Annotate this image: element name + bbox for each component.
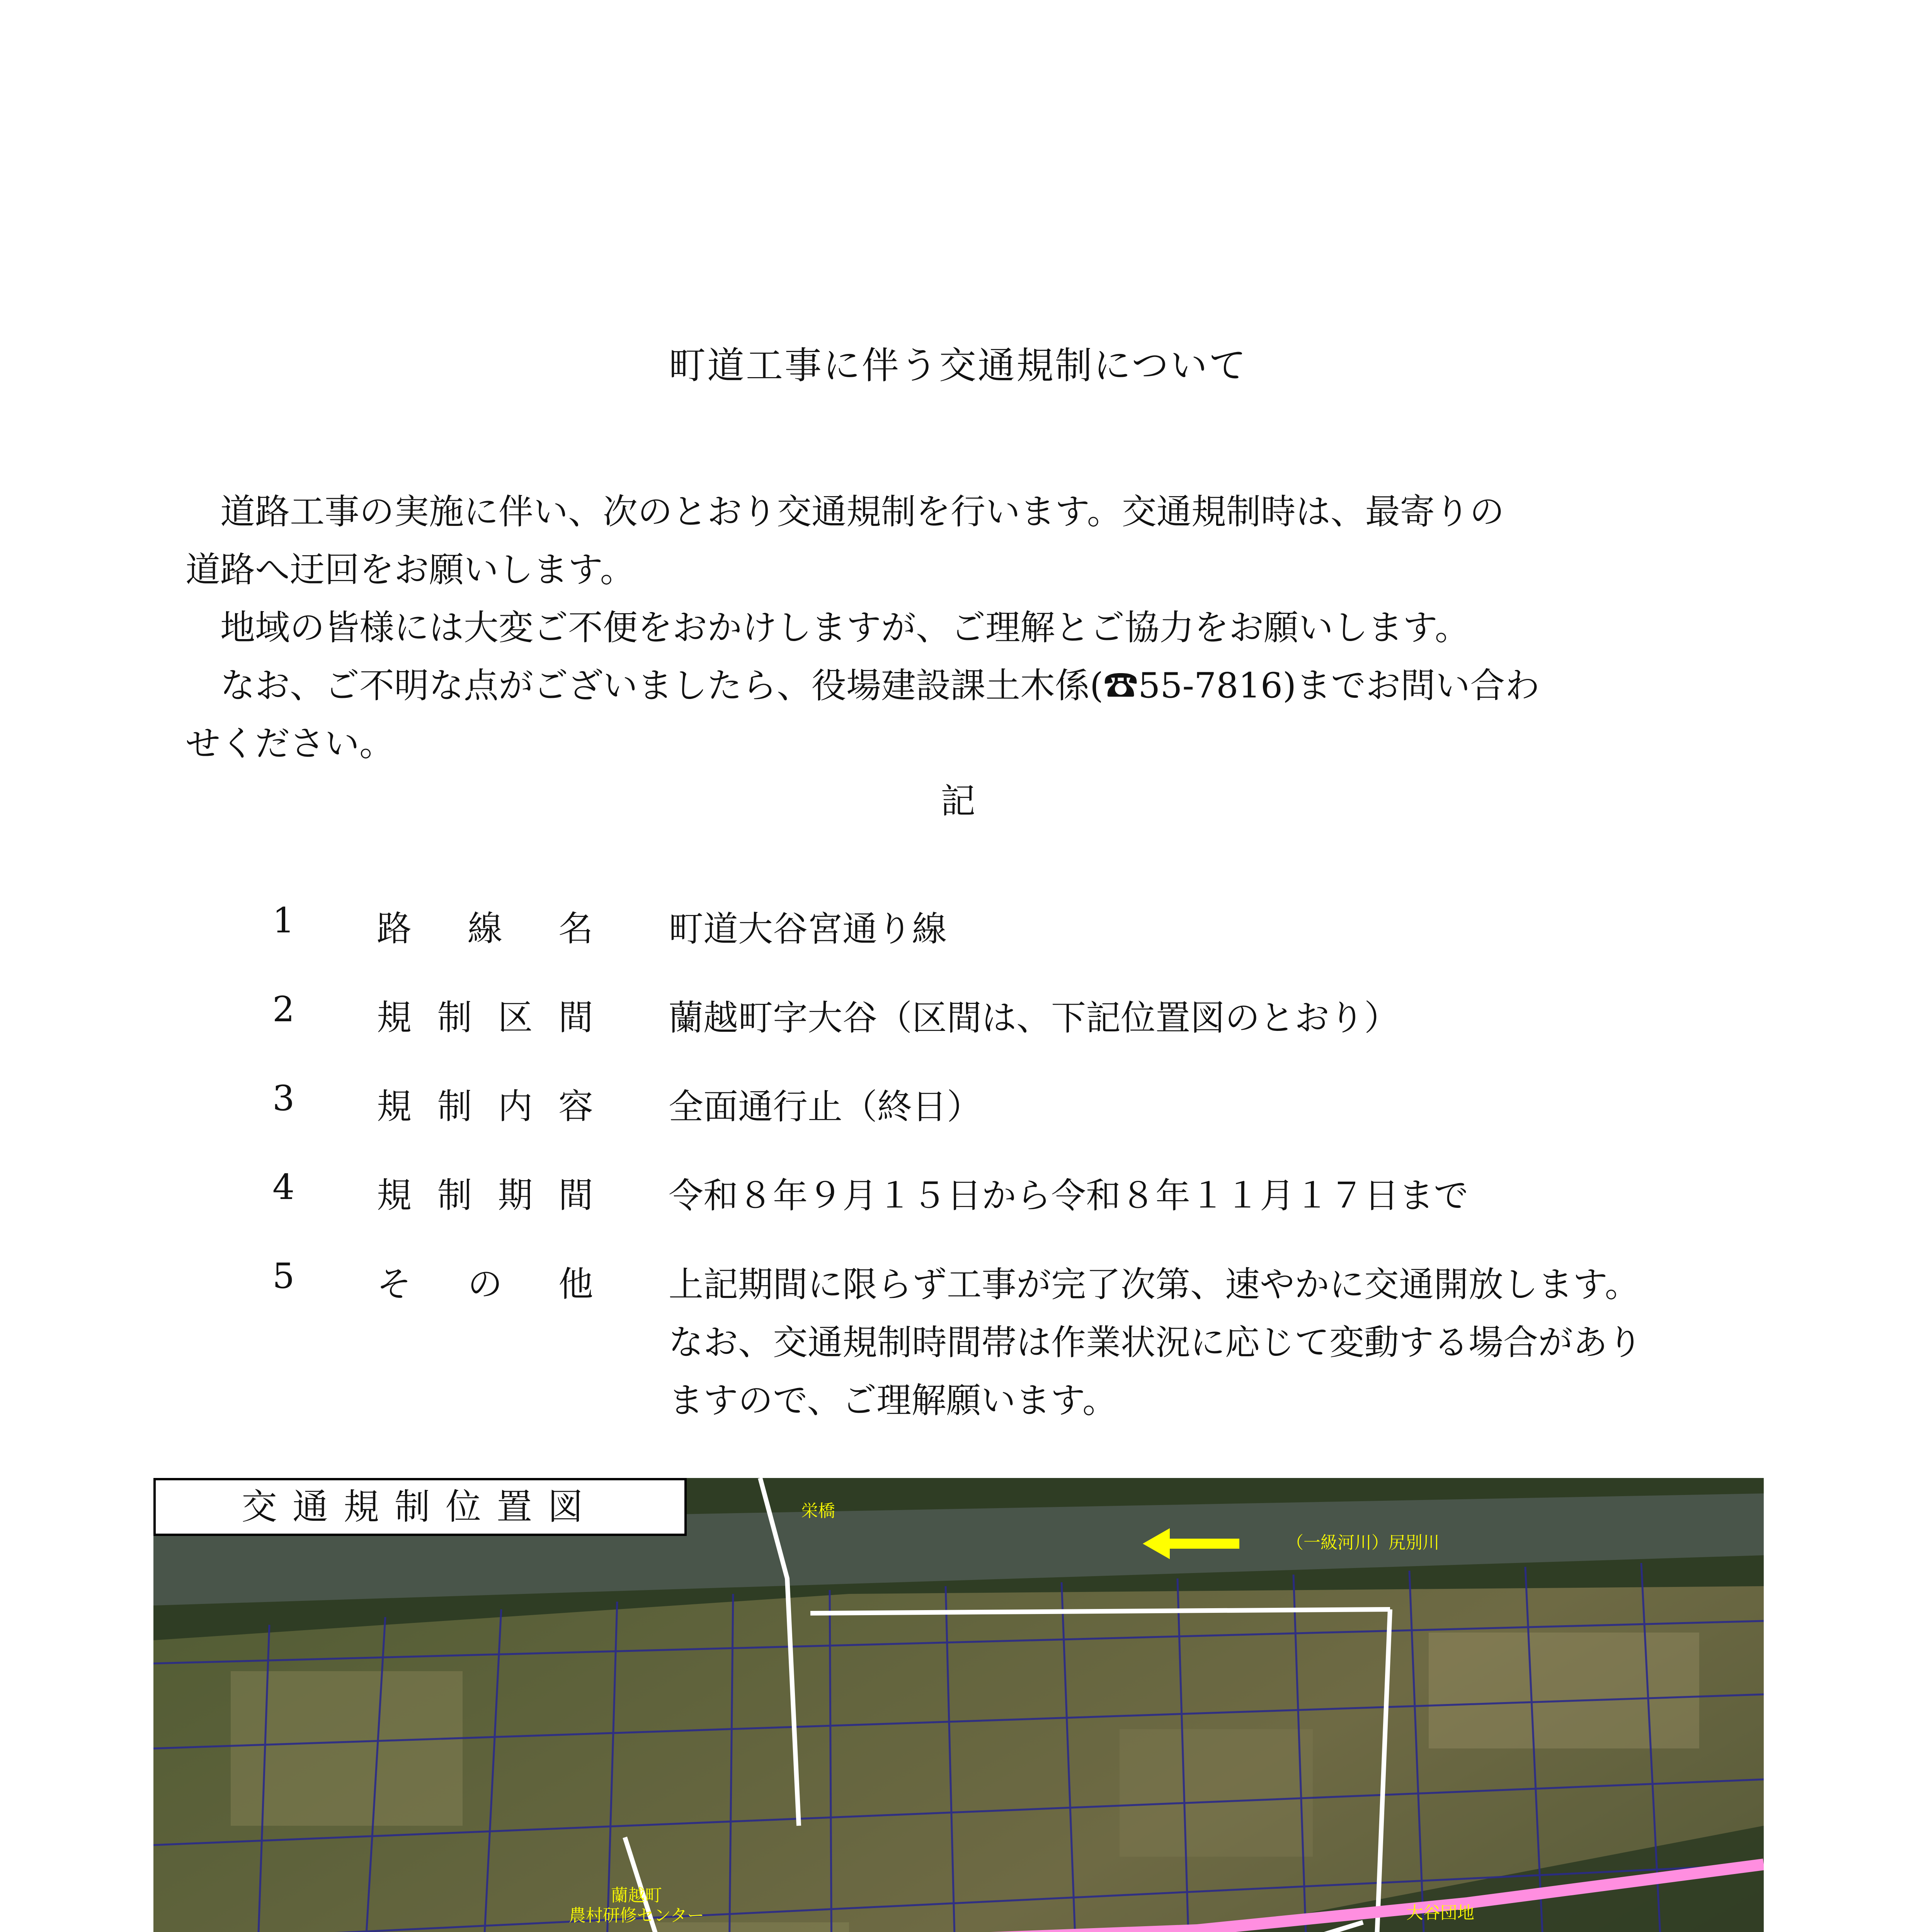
document-title: 町道工事に伴う交通規制について xyxy=(668,344,1248,387)
item-content xyxy=(0,1078,1916,1136)
paragraph-1a: 道路工事の実施に伴い、次のとおり交通規制を行います。交通規制時は、最寄りの xyxy=(220,492,1504,532)
label-char: 線 xyxy=(468,908,502,949)
item-section xyxy=(0,989,1916,1047)
label-char: 間 xyxy=(558,1175,593,1216)
sakae-bridge-label: 栄橋 xyxy=(801,1502,835,1520)
aerial-photo xyxy=(153,1478,1764,1932)
other-line-2: なお、交通規制時間帯は作業状況に応じて変動する場合があり xyxy=(669,1322,1642,1363)
label-char: 規 xyxy=(377,1175,412,1216)
label-char: 他 xyxy=(558,1264,593,1304)
item-number: 2 xyxy=(272,989,295,1030)
item-route-name xyxy=(0,900,1916,958)
paragraph-3b: せください。 xyxy=(185,723,394,764)
label-char: 制 xyxy=(437,997,472,1038)
item-other xyxy=(0,1256,1916,1430)
item-number: 1 xyxy=(272,900,295,941)
ki-heading: 記 xyxy=(941,781,975,821)
intro-text xyxy=(185,483,1731,773)
item-value xyxy=(669,1256,1789,1430)
item-number: 3 xyxy=(272,1078,295,1119)
label-char: 路 xyxy=(377,908,412,949)
item-number: 4 xyxy=(272,1167,295,1208)
label-char: 内 xyxy=(498,1086,533,1127)
item-label xyxy=(377,1167,593,1217)
item-number: 5 xyxy=(272,1256,295,1296)
training-center-line-2: 農村研修センター xyxy=(568,1906,704,1925)
training-center-label xyxy=(548,1886,725,1926)
label-char: 制 xyxy=(437,1086,472,1127)
location-map xyxy=(153,1478,1764,1932)
label-char: 規 xyxy=(377,997,412,1038)
item-label xyxy=(377,900,593,951)
paragraph-1b: 道路へ迂回をお願いします。 xyxy=(185,549,635,590)
label-char: 容 xyxy=(558,1086,593,1127)
label-char: 名 xyxy=(558,908,593,949)
item-value: 蘭越町字大谷（区間は、下記位置図のとおり） xyxy=(669,998,1399,1038)
other-line-3: ますので、ご理解願います。 xyxy=(669,1380,1117,1421)
label-char: 規 xyxy=(377,1086,412,1127)
paragraph-2: 地域の皆様には大変ご不便をおかけしますが、ご理解とご協力をお願いします。 xyxy=(220,607,1470,648)
item-value: 令和８年９月１５日から令和８年１１月１７日まで xyxy=(669,1175,1468,1216)
label-char: そ xyxy=(377,1264,412,1304)
item-value: 全面通行止（終日） xyxy=(669,1087,982,1127)
label-char: 区 xyxy=(498,997,533,1038)
training-center-line-1: 蘭越町 xyxy=(611,1886,662,1905)
map-title: 交通規制位置図 xyxy=(153,1478,687,1536)
item-value: 町道大谷宮通り線 xyxy=(669,909,947,949)
other-line-1: 上記期間に限らず工事が完了次第、速やかに交通開放します。 xyxy=(669,1264,1640,1305)
label-char: 期 xyxy=(498,1175,533,1216)
oya-housing-label: 大谷団地 xyxy=(1406,1903,1474,1922)
item-period xyxy=(0,1167,1916,1225)
item-label xyxy=(377,1078,593,1128)
river-label: （一級河川）尻別川 xyxy=(1286,1533,1440,1552)
label-char: 間 xyxy=(558,997,593,1038)
item-label xyxy=(377,989,593,1039)
item-label xyxy=(377,1256,593,1306)
paragraph-3a: なお、ご不明な点がございましたら、役場建設課土木係(☎55‐7816)までお問い合わ xyxy=(220,665,1540,706)
label-char: 制 xyxy=(437,1175,472,1216)
label-char: の xyxy=(468,1264,502,1304)
